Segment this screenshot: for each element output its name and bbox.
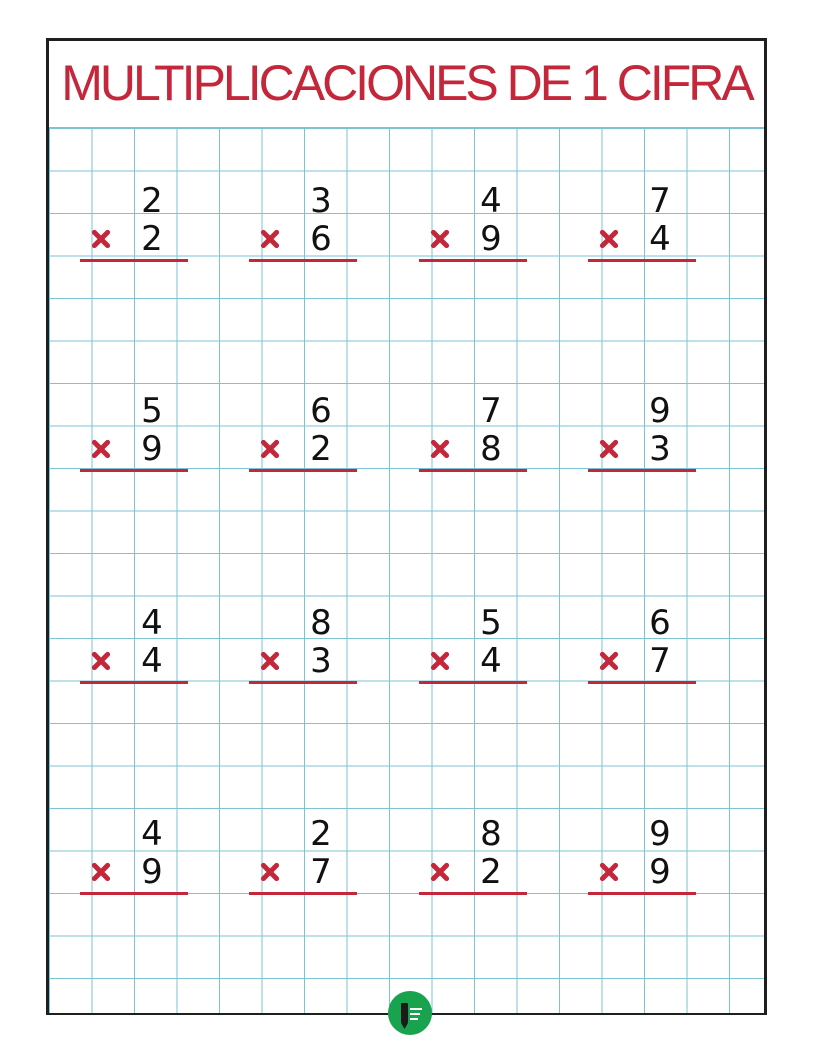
- multiplicand: 5: [141, 391, 163, 431]
- multiplication-sign-icon: [598, 650, 620, 672]
- multiplicand: 6: [310, 391, 332, 431]
- answer-line: [80, 259, 188, 262]
- problem-14: [249, 814, 359, 894]
- multiplication-sign-icon: [90, 650, 112, 672]
- problem-2: [249, 181, 359, 261]
- answer-line: [249, 469, 357, 472]
- answer-line: [588, 259, 696, 262]
- multiplier: 2: [480, 852, 502, 892]
- answer-line: [588, 892, 696, 895]
- multiplication-sign-icon: [259, 438, 281, 460]
- multiplier: 9: [141, 429, 163, 469]
- multiplier: 9: [480, 219, 502, 259]
- problem-5: [80, 391, 190, 471]
- multiplicand: 2: [141, 181, 163, 221]
- pencil-icon: [388, 991, 432, 1035]
- problem-13: [80, 814, 190, 894]
- multiplicand: 2: [310, 814, 332, 854]
- multiplication-sign-icon: [598, 228, 620, 250]
- multiplication-sign-icon: [429, 228, 451, 250]
- multiplier: 2: [141, 219, 163, 259]
- multiplicand: 3: [310, 181, 332, 221]
- answer-line: [80, 892, 188, 895]
- multiplication-sign-icon: [259, 650, 281, 672]
- multiplier: 3: [649, 429, 671, 469]
- answer-line: [80, 681, 188, 684]
- multiplier: 6: [310, 219, 332, 259]
- multiplier: 9: [649, 852, 671, 892]
- logo-icon: [388, 991, 432, 1035]
- multiplicand: 4: [141, 603, 163, 643]
- answer-line: [419, 892, 527, 895]
- multiplication-sign-icon: [90, 861, 112, 883]
- multiplicand: 6: [649, 603, 671, 643]
- answer-line: [588, 469, 696, 472]
- multiplication-sign-icon: [429, 438, 451, 460]
- multiplication-sign-icon: [90, 228, 112, 250]
- problem-7: [419, 391, 529, 471]
- problem-15: [419, 814, 529, 894]
- multiplier: 7: [310, 852, 332, 892]
- worksheet: [46, 38, 767, 1015]
- multiplicand: 9: [649, 391, 671, 431]
- problem-4: [588, 181, 698, 261]
- answer-line: [249, 259, 357, 262]
- problem-12: [588, 603, 698, 683]
- multiplier: 7: [649, 641, 671, 681]
- problem-6: [249, 391, 359, 471]
- answer-line: [419, 681, 527, 684]
- problem-9: [80, 603, 190, 683]
- answer-line: [419, 259, 527, 262]
- problem-11: [419, 603, 529, 683]
- problem-8: [588, 391, 698, 471]
- multiplicand: 8: [480, 814, 502, 854]
- multiplier: 3: [310, 641, 332, 681]
- page-title: MULTIPLICACIONES DE 1 CIFRA: [61, 55, 752, 111]
- multiplicand: 7: [649, 181, 671, 221]
- multiplier: 4: [649, 219, 671, 259]
- multiplication-sign-icon: [429, 861, 451, 883]
- problem-16: [588, 814, 698, 894]
- answer-line: [588, 681, 696, 684]
- answer-line: [80, 469, 188, 472]
- multiplicand: 4: [141, 814, 163, 854]
- problem-3: [419, 181, 529, 261]
- answer-line: [249, 681, 357, 684]
- multiplier: 9: [141, 852, 163, 892]
- multiplication-sign-icon: [259, 861, 281, 883]
- multiplicand: 8: [310, 603, 332, 643]
- multiplication-sign-icon: [259, 228, 281, 250]
- multiplicand: 5: [480, 603, 502, 643]
- multiplier: 8: [480, 429, 502, 469]
- multiplication-sign-icon: [598, 861, 620, 883]
- multiplicand: 4: [480, 181, 502, 221]
- multiplication-sign-icon: [598, 438, 620, 460]
- multiplicand: 7: [480, 391, 502, 431]
- multiplier: 2: [310, 429, 332, 469]
- problem-10: [249, 603, 359, 683]
- multiplication-sign-icon: [429, 650, 451, 672]
- multiplier: 4: [141, 641, 163, 681]
- answer-line: [249, 892, 357, 895]
- answer-line: [419, 469, 527, 472]
- multiplication-sign-icon: [90, 438, 112, 460]
- multiplier: 4: [480, 641, 502, 681]
- problem-1: [80, 181, 190, 261]
- multiplicand: 9: [649, 814, 671, 854]
